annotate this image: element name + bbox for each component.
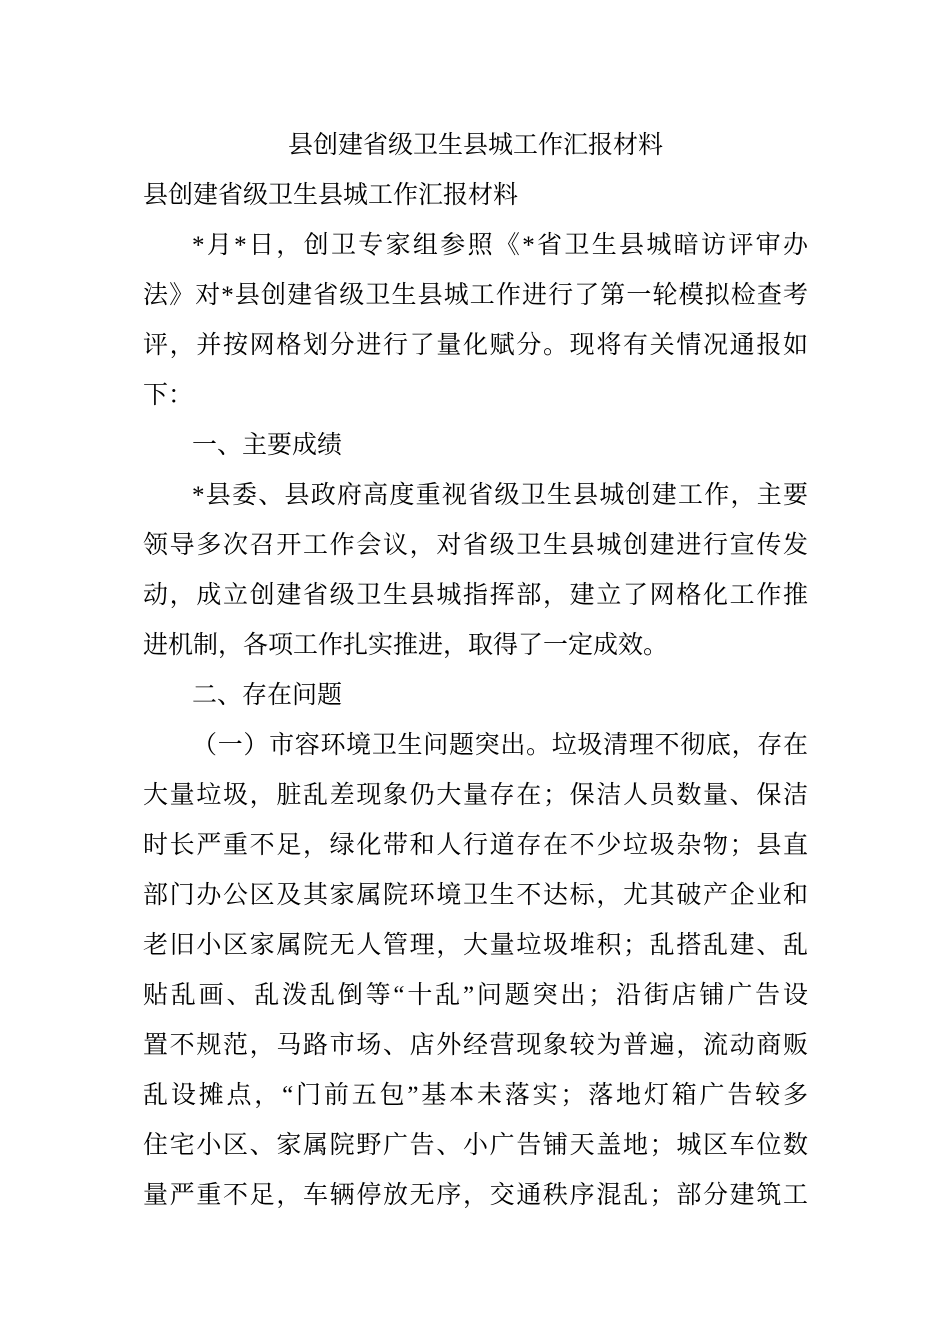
text-line: 一、主要成绩 <box>192 432 343 459</box>
section-heading-problems <box>143 671 808 721</box>
text-line: 动，成立创建省级卫生县城指挥部，建立了网格化工作推 <box>143 582 808 609</box>
document-title <box>143 121 808 171</box>
text-line: *月*日，创卫专家组参照《*省卫生县城暗访评审办 <box>192 232 808 259</box>
document-title-text: 县创建省级卫生县城工作汇报材料 <box>287 132 663 159</box>
section-heading-achievements <box>143 421 808 471</box>
document-content <box>143 121 808 1221</box>
text-line: *县委、县政府高度重视省级卫生县城创建工作，主要 <box>192 482 808 509</box>
text-line: 量严重不足，车辆停放无序，交通秩序混乱；部分建筑工 <box>143 1182 808 1209</box>
text-line: 领导多次召开工作会议，对省级卫生县城创建进行宣传发 <box>143 532 808 559</box>
text-line: 时长严重不足，绿化带和人行道存在不少垃圾杂物；县直 <box>143 832 808 859</box>
text-line: 贴乱画、乱泼乱倒等“十乱”问题突出；沿街店铺广告设 <box>143 982 808 1009</box>
text-line: 进机制，各项工作扎实推进，取得了一定成效。 <box>143 632 669 659</box>
text-line: 下： <box>143 382 194 409</box>
text-line: 部门办公区及其家属院环境卫生不达标，尤其破产企业和 <box>143 882 808 909</box>
achievements-paragraph <box>143 471 808 671</box>
text-line: 县创建省级卫生县城工作汇报材料 <box>143 182 519 209</box>
text-line: 置不规范，马路市场、店外经营现象较为普遍，流动商贩 <box>143 1032 808 1059</box>
text-line: 住宅小区、家属院野广告、小广告铺天盖地；城区车位数 <box>143 1132 808 1159</box>
text-line: （一）市容环境卫生问题突出。垃圾清理不彻底，存在 <box>192 732 808 759</box>
text-line: 评，并按网格划分进行了量化赋分。现将有关情况通报如 <box>143 332 808 359</box>
text-line: 大量垃圾，脏乱差现象仍大量存在；保洁人员数量、保洁 <box>143 782 808 809</box>
text-line: 二、存在问题 <box>192 682 343 709</box>
intro-paragraph <box>143 221 808 421</box>
subtitle-line <box>143 171 808 221</box>
text-line: 法》对*县创建省级卫生县城工作进行了第一轮模拟检查考 <box>143 282 808 309</box>
problems-paragraph <box>143 721 808 1221</box>
text-line: 乱设摊点，“门前五包”基本未落实；落地灯箱广告较多 <box>143 1082 808 1109</box>
text-line: 老旧小区家属院无人管理，大量垃圾堆积；乱搭乱建、乱 <box>143 932 808 959</box>
